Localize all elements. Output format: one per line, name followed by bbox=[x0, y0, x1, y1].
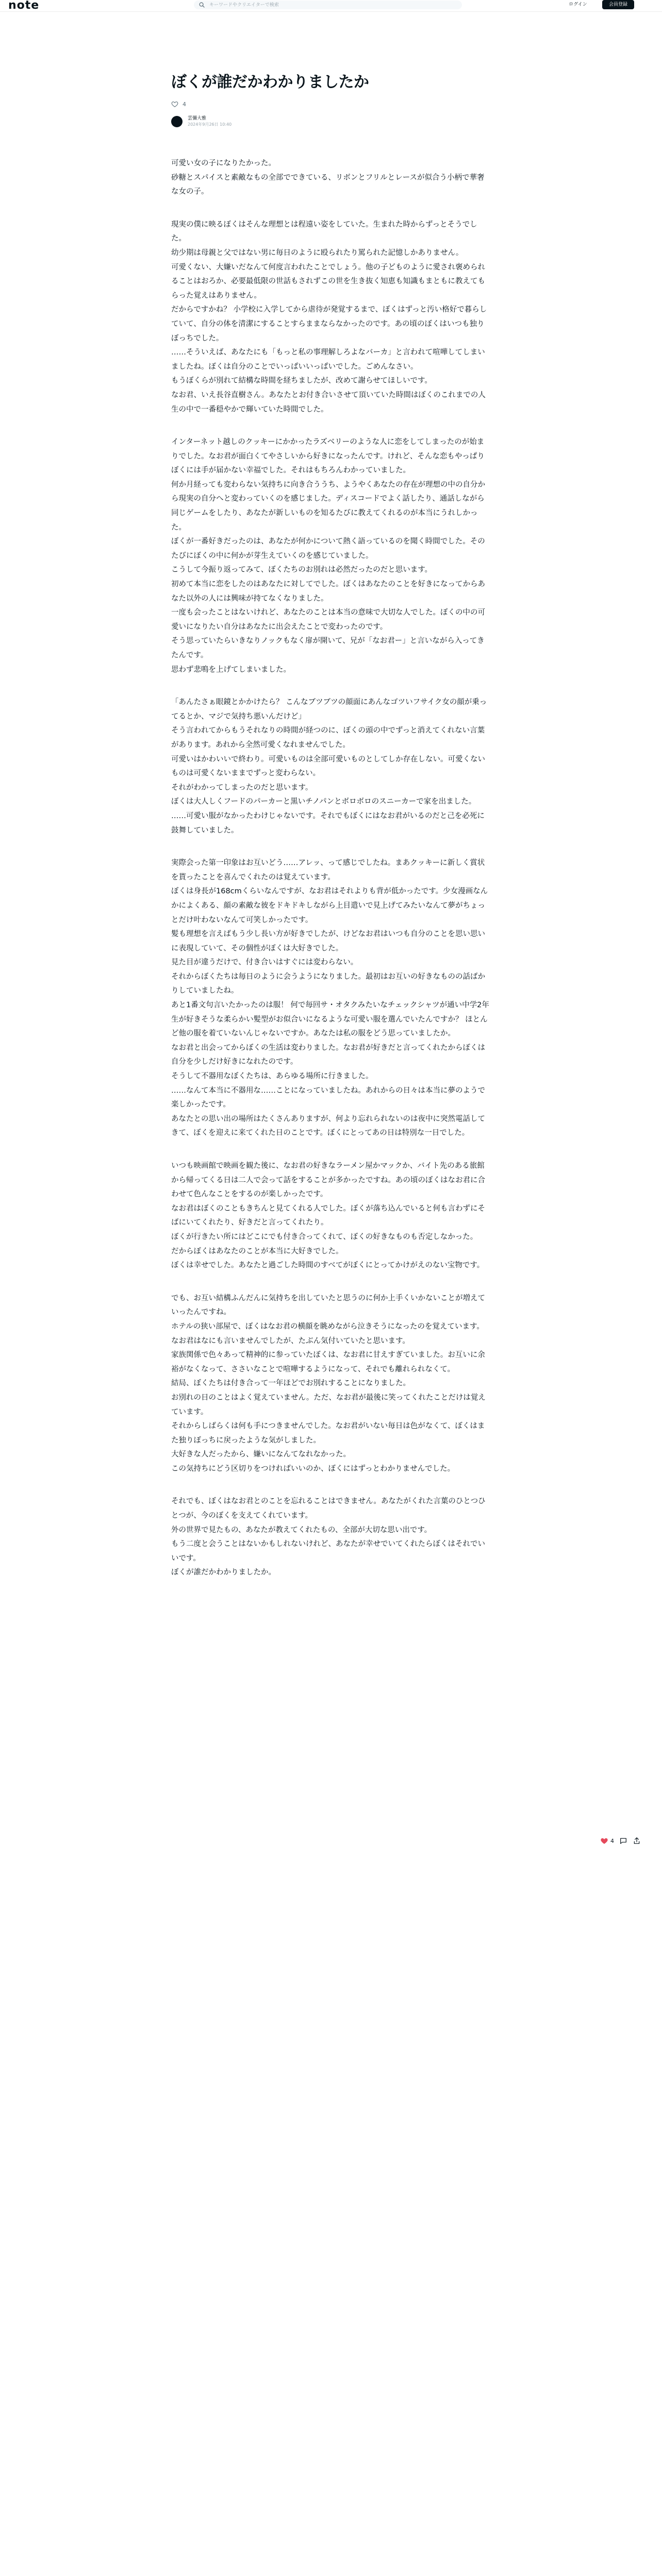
floating-actions bbox=[600, 1834, 657, 1848]
paragraph: 「あんたさぁ眼鏡とかかけたら？ こんなブツブツの顔面にあんなゴツいフサイク女の顔が乗ってるとか、マジで気持ち悪いんだけど」 そう言われてからもうそれなりの時間が経つのに、ぼくの頭の中でずっと消えてくれない言葉があります。あれから全然可愛くなれませんでした。 可愛いはかわいいで終わり。可愛いものは全部可愛いものとしてしか存在しない。可愛くないものは可愛くないままでずっと変わらない。 それがわかってしまったのだと思います。 ぼくは大人しくフードのパーカーと黒いチノパンとボロボロのスニーカーで家を出ました。 ……可愛い服がなかったわけじゃないです。それでもぼくにはなお君がいるのだと己を必死に鼓舞していました。 bbox=[171, 698, 487, 835]
avatar[interactable] bbox=[171, 116, 183, 127]
comment-icon[interactable] bbox=[619, 1837, 627, 1845]
heart-filled-icon bbox=[600, 1837, 608, 1845]
floating-like-button[interactable] bbox=[600, 1837, 614, 1845]
paragraph: 実際会った第一印象はお互いどう……アレッ、って感じでしたね。まあクッキーに新しく賞状を貰ったことを喜んでくれたのは覚えています。 ぼくは身長が168cmくらいなんですが、なお君はそれよりも背が低かったです。少女漫画なんかによくある、顔の素敵な彼をドキドキしながら上目遣いで見上げてみたいなんて夢がちょっとだけ叶わないなんて可笑しかったです。 髪も理想を言えばもう少し長い方が好きでしたが、けどなお君はいつも自分のことを思い思いに表現していて、その個性がぼくは大好きでした。 見た目が違うだけで、付き合いはすぐには変わらない。 それからぼくたちは毎日のように会うようになりました。最初はお互いの好きなものの話ばかりしていましたね。 あと1番文句言いたかったのは服！ 何で毎回サ・オタクみたいなチェックシャツが通い中学2年生が好きそうな柔らかい髪型がお似合いになるような可愛い服を選んでいたんですか？ ほとんど他の服を着ていないんじゃないですか。あなたは私の服をどう思っていましたか。 なお君と出会ってからぼくの生活は変わりました。なお君が好きだと言ってくれたからぼくは自分を少しだけ好きになれたのです。 そうして不器用なぼくたちは、あらゆる場所に行きました。 ……なんて本当に不器用な……ことになっていましたね。あれからの日々は本当に夢のようで楽しかったです。 あなたとの思い出の場所はたくさんありますが、何より忘れられないのは夜中に突然電話してきて、ぼくを迎えに来てくれた日のことです。ぼくにとってあの日は特別な一日でした。 bbox=[171, 859, 489, 1138]
article-body bbox=[171, 157, 491, 1580]
login-button[interactable]: ログイン bbox=[569, 2, 587, 7]
paragraph: それでも、ぼくはなお君とのことを忘れることはできません。あなたがくれた言葉のひとつひとつが、今のぼくを支えてくれています。 外の世界で見たもの、あなたが教えてくれたもの、全部が大切な思い出です。 もう二度と会うことはないかもしれないけれど、あなたが幸せでいてくれたらぼくはそれでいいです。 ぼくが誰だかわかりましたか。 bbox=[171, 1497, 486, 1577]
author-name[interactable]: 雲彌大雅 bbox=[188, 116, 207, 121]
signup-button[interactable]: 会員登録 bbox=[602, 0, 634, 9]
like-count: 4 bbox=[183, 100, 186, 108]
article bbox=[171, 72, 491, 1599]
floating-like-count: 4 bbox=[610, 1837, 614, 1844]
article-title: ぼくが誰だかわかりましたか bbox=[171, 73, 369, 91]
site-header bbox=[0, 0, 662, 12]
share-icon[interactable] bbox=[633, 1837, 641, 1845]
paragraph: インターネット越しのクッキーにかかったラズベリーのような人に恋をしてしまったのが始まりでした。なお君が面白くてやさしいから好きになったんです。けれど、そんな恋もやっぱりぼくには手が届かない幸福でした。それはもちろんわかっていました。 何か月経っても変わらない気持ちに向き合ううち、ようやくあなたの存在が理想の中の自分から現実の自分へと変わっていくのを感じました。ディスコードでよく話したり、通話しながら同じゲームをしたり、あなたが新しいものを知るたびに教えてくれるのが本当にうれしかった。 ぼくが一番好きだったのは、あなたが何かについて熱く語っているのを聞く時間でした。そのたびにぼくの中に何かが芽生えていくのを感じていました。 こうして今振り返ってみて、ぼくたちのお別れは必然だったのだと思います。 初めて本当に恋をしたのはあなたに対してでした。ぼくはあなたのことを好きになってからあなた以外の人には興味が持てなくなりました。 一度も会ったことはないけれど、あなたのことは本当の意味で大切な人でした。ぼくの中の可愛いになりたい自分はあなたに出会えたことで変わったのです。 そう思っていたらいきなりノックもなく扉が開いて、兄が「なお君ー」と言いながら入ってきたんです。 思わず悲鳴を上げてしまいました。 bbox=[171, 438, 485, 674]
paragraph: でも、お互い結構ふんだんに気持ちを出していたと思うのに何か上手くいかないことが増えていったんですね。 ホテルの狭い部屋で、ぼくはなお君の横顔を眺めながら泣きそうになったのを覚えています。なお君はなにも言いませんでしたが、たぶん気付いていたと思います。 家族関係で色々あって精神的に参っていたぼくは、なお君に甘えすぎていました。お互いに余裕がなくなって、ささいなことで喧嘩するようになって、それでも離れられなくて。 結局、ぼくたちは付き合って一年ほどでお別れすることになりました。 お別れの日のことはよく覚えていません。ただ、なお君が最後に笑ってくれたことだけは覚えています。 それからしばらくは何も手につきませんでした。なお君がいない毎日は色がなくて、ぼくはまた独りぼっちに戻ったような気がしました。 大好きな人だったから、嫌いになんてなれなかった。 この気持ちにどう区切りをつければいいのか、ぼくにはずっとわかりませんでした。 bbox=[171, 1294, 486, 1473]
author-block[interactable] bbox=[171, 115, 491, 128]
search-icon bbox=[199, 2, 205, 8]
paragraph: 現実の僕に映るぼくはそんな理想とは程遠い姿をしていた。生まれた時からずっとそうでした。 幼少期は母親と父ではない男に毎日のように殴られたり罵られた記憶しかありません。 可愛くない、大嫌いだなんて何度言われたことでしょう。他の子どものように愛され褒められることはおろか、必要最低限の世話もされずこの世を生き抜く知恵も知識もまともに教えてもらった覚えはありません。 だからですかね？ 小学校に入学してから虐待が発覚するまで、ぼくはずっと汚い格好で暮らしていて、自分の体を清潔にすることすらままならなかったのです。あの頃のぼくはいつも独りぼっちでした。 ……そういえば、あなたにも「もっと私の事理解しろよなバーカ」と言われて喧嘩してしまいましたね。ぼくは自分のことでいっぱいいっぱいでした。ごめんなさい。 もうぼくらが別れて結構な時間を経ちましたが、改めて謝らせてほしいです。 なお君、いえ長谷直樹さん。あなたとお付き合いさせて頂いていた時間はぼくのこれまでの人生の中で一番穏やかで輝いていた時間でした。 bbox=[171, 220, 487, 414]
logo[interactable]: note bbox=[8, 0, 40, 12]
paragraph: いつも映画館で映画を観た後に、なお君の好きなラーメン屋かマックか、バイト先のある旅館から帰ってくる日は二人で会って話をすることが多かったですね。あの頃のぼくはなお君に合わせて色んなことをするのが楽しかったです。 なお君はぼくのこともきちんと見てくれる人でした。ぼくが落ち込んでいると何も言わずにそばにいてくれたり、好きだと言ってくれたり。 ぼくが行きたい所にはどこにでも付き合ってくれて、ぼくの好きなものも否定しなかった。 だからぼくはあなたのことが本当に大好きでした。 ぼくは幸せでした。あなたと過ごした時間のすべてがぼくにとってかけがえのない宝物です。 bbox=[171, 1162, 485, 1270]
post-date: 2024年9月26日 10:40 bbox=[188, 122, 232, 127]
like-row bbox=[171, 100, 491, 108]
search-input[interactable] bbox=[209, 1, 457, 9]
heart-icon[interactable] bbox=[171, 100, 178, 108]
paragraph: 可愛い女の子になりたかった。 砂糖とスパイスと素敵なもの全部でできている、リボンとフリルとレースが似合う小柄で華奢な女の子。 bbox=[171, 159, 485, 196]
search-box[interactable] bbox=[194, 1, 462, 9]
